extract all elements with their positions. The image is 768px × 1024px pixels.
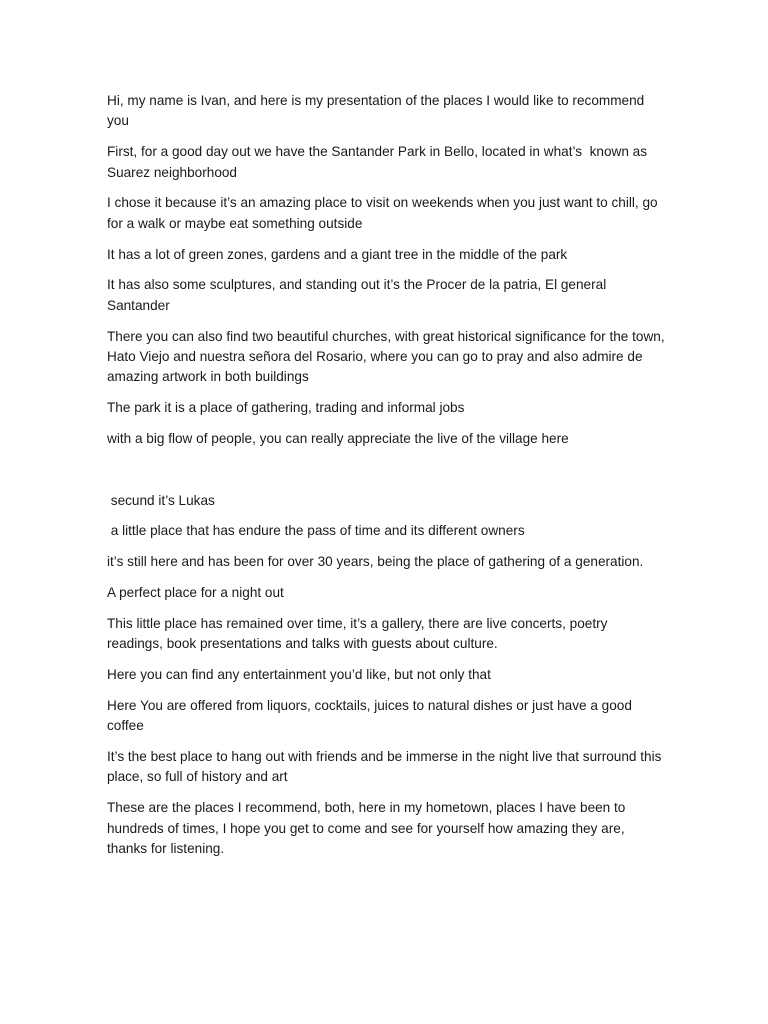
paragraph: Here You are offered from liquors, cocktails, juices to natural dishes or just have a good coffee xyxy=(107,697,636,734)
paragraph: with a big flow of people, you can really appreciate the live of the village here xyxy=(107,431,569,447)
paragraph: Hi, my name is Ivan, and here is my presentation of the places I would like to recommend you xyxy=(107,93,648,129)
paragraph: The park it is a place of gathering, trading and informal jobs xyxy=(107,400,465,416)
paragraph: It’s the best place to hang out with friends and be immerse in the night live that surround this place, so full of history and art xyxy=(107,748,666,785)
paragraph: a little place that has endure the pass of time and its different owners xyxy=(107,523,525,539)
paragraph: A perfect place for a night out xyxy=(107,584,284,600)
paragraph: This little place has remained over time, it’s a gallery, there are live concerts, poetry readings, book presentations and talks with guests about culture. xyxy=(107,615,612,652)
paragraph: These are the places I recommend, both, here in my hometown, places I have been to hundreds of times, I hope you get to come and see for yourself how amazing they are, thanks for listening. xyxy=(107,800,630,856)
document-body xyxy=(107,91,667,870)
paragraph: Here you can find any entertainment you’d like, but not only that xyxy=(107,666,491,682)
paragraph: It has also some sculptures, and standing out it’s the Procer de la patria, El general Santander xyxy=(107,277,611,313)
paragraph: secund it’s Lukas xyxy=(107,492,215,508)
paragraph: I chose it because it’s an amazing place to visit on weekends when you just want to chill, go for a walk or maybe eat something outside xyxy=(107,195,662,231)
paragraph: First, for a good day out we have the Santander Park in Bello, located in what’s known as Suarez neighborhood xyxy=(107,144,651,180)
blank-paragraph xyxy=(107,460,667,480)
paragraph: There you can also find two beautiful churches, with great historical significance for the town, Hato Viejo and nuestra señora del Rosario, where you can go to pray and also admire de amazing artwork in both buildings xyxy=(107,328,669,385)
paragraph: It has a lot of green zones, gardens and a giant tree in the middle of the park xyxy=(107,246,568,262)
paragraph: it’s still here and has been for over 30 years, being the place of gathering of a generation. xyxy=(107,554,644,570)
